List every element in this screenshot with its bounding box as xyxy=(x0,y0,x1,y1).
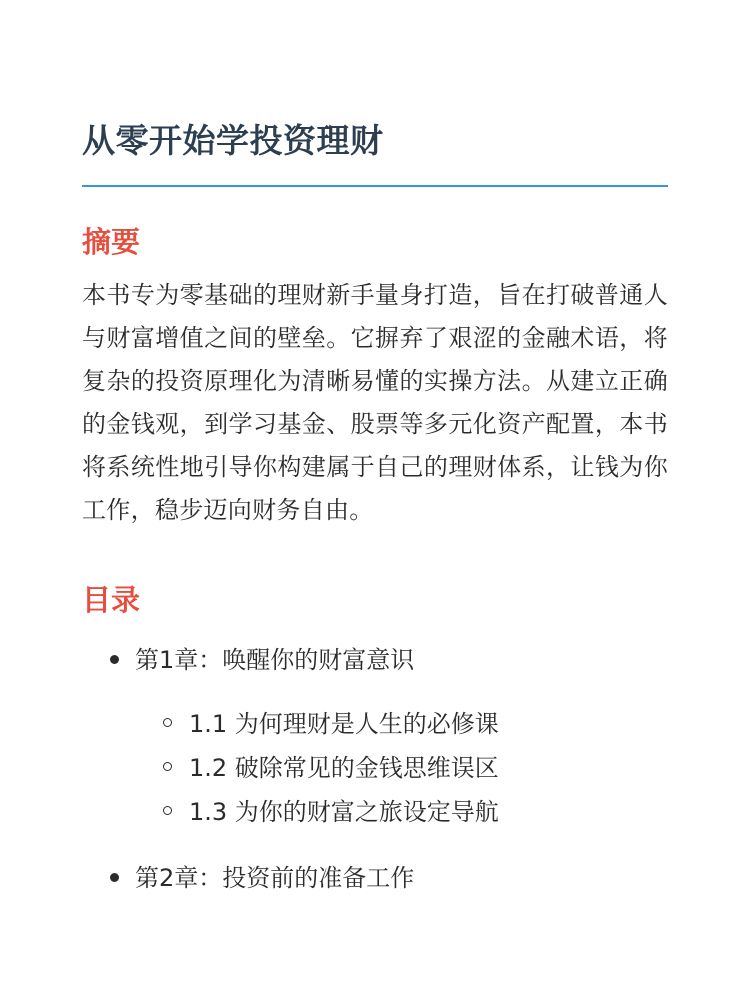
hollow-bullet-icon xyxy=(163,762,172,771)
chapter-sections xyxy=(135,704,668,836)
toc-section xyxy=(135,748,668,792)
table-of-contents xyxy=(82,640,668,898)
section-title: 1.1 为何理财是人生的必修课 xyxy=(189,710,499,738)
title-divider xyxy=(82,185,668,187)
chapter-title: 第1章：唤醒你的财富意识 xyxy=(135,646,415,674)
hollow-bullet-icon xyxy=(163,718,172,727)
hollow-bullet-icon xyxy=(163,806,172,815)
section-title: 1.2 破除常见的金钱思维误区 xyxy=(189,754,499,782)
toc-section xyxy=(135,704,668,748)
filled-bullet-icon xyxy=(110,655,119,664)
chapter-title: 第2章：投资前的准备工作 xyxy=(135,864,415,892)
filled-bullet-icon xyxy=(110,873,119,882)
toc-chapter xyxy=(82,858,668,898)
section-title: 1.3 为你的财富之旅设定导航 xyxy=(189,798,499,826)
abstract-heading: 摘要 xyxy=(82,225,141,259)
page-title: 从零开始学投资理财 xyxy=(82,121,384,160)
toc-section xyxy=(135,792,668,836)
abstract-text: 本书专为零基础的理财新手量身打造，旨在打破普通人与财富增值之间的壁垒。它摒弃了艰涩的金融术语，将复杂的投资原理化为清晰易懂的实操方法。从建立正确的金钱观，到学习基金、股票等多元化资产配置，本书将系统性地引导你构建属于自己的理财体系，让钱为你工作，稳步迈向财务自由。 xyxy=(82,281,668,524)
toc-heading: 目录 xyxy=(82,583,141,617)
toc-chapter xyxy=(82,640,668,836)
